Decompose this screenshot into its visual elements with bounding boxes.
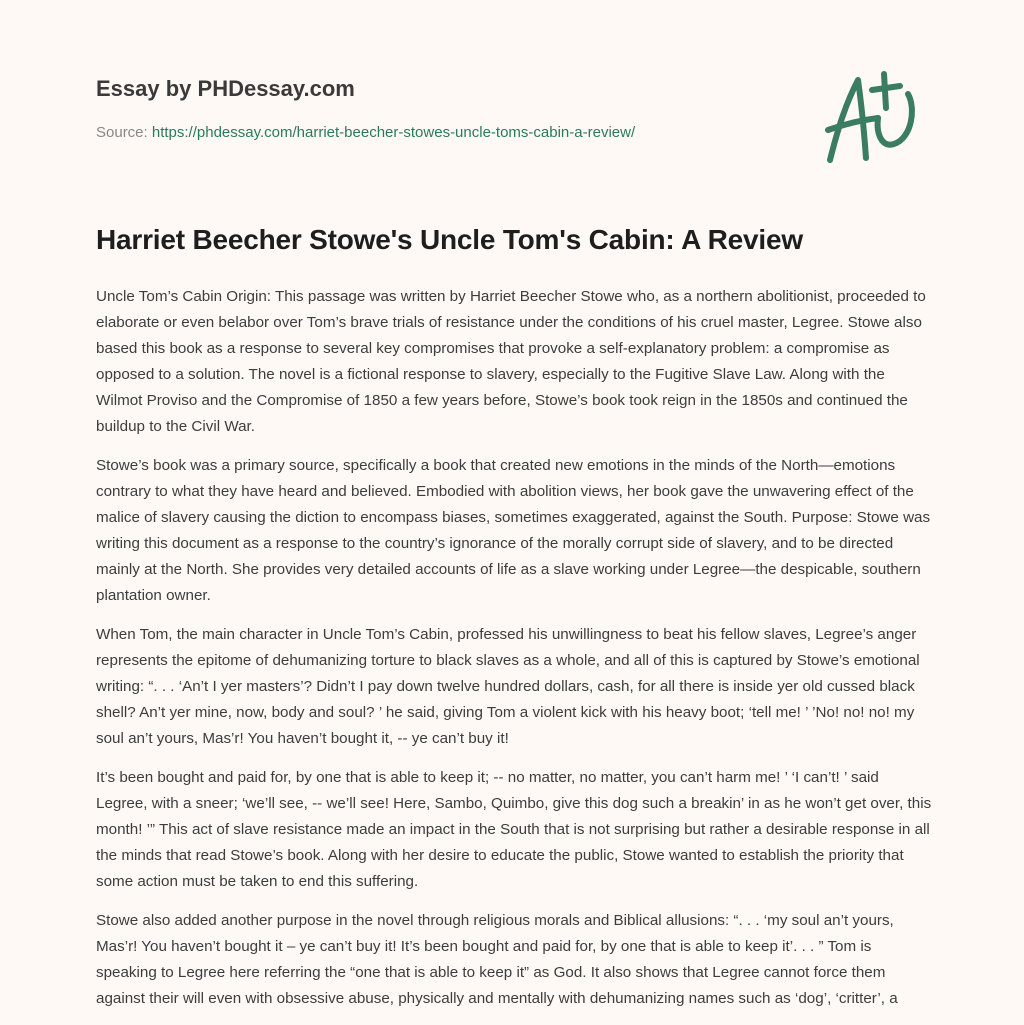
- paragraph: Stowe’s book was a primary source, specifically a book that created new emotions in the minds of the North—emotions contrary to what they have heard and believed. Embodied with abolition views, her book gave the unwavering effect of the malice of slavery causing the diction to encompass biases, sometimes exaggerated, against the South. Purpose: Stowe was writing this document as a response to the country’s ignorance of the morally corrupt side of slavery, and to be directed mainly at the North. She provides very detailed accounts of life as a slave working under Legree—the despicable, southern plantation owner.: [96, 457, 931, 604]
- paragraph: When Tom, the main character in Uncle Tom’s Cabin, professed his unwillingness to beat his fellow slaves, Legree’s anger represents the epitome of dehumanizing torture to black slaves as a whole, and all of this is captured by Stowe’s emotional writing: “. . . ‘An’t I yer masters’? Didn’t I pay down twelve hundred dollars, cash, for all there is inside yer old cussed black shell? An’t yer mine, now, body and soul? ’ he said, giving Tom a violent kick with his heavy boot; ‘tell me! ’ ’No! no! no! my soul an’t yours, Mas’r! You haven’t bought it, -- ye can’t buy it!: [96, 626, 920, 747]
- paragraph: Stowe also added another purpose in the novel through religious morals and Biblical allusions: “. . . ‘my soul an’t yours, Mas’r! You haven’t bought it – ye can’t buy it! It’s been bought and paid for, by one that is able to keep it’. . . ” Tom is speaking to Legree here referring the “one that is able to keep it” as God. It also shows that Legree cannot force them against their will even with obsessive abuse, physically and mentally with dehumanizing names such as ‘dog’, ‘critter’, a: [96, 912, 898, 1007]
- source-line: [96, 124, 635, 141]
- paragraph: Uncle Tom’s Cabin Origin: This passage was written by Harriet Beecher Stowe who, as a northern abolitionist, proceeded to elaborate or even belabor over Tom’s brave trials of resistance under the conditions of his cruel master, Legree. Stowe also based this book as a response to several key compromises that provoke a self-explanatory problem: a compromise as opposed to a solution. The novel is a fictional response to slavery, especially to the Fugitive Slave Law. Along with the Wilmot Proviso and the Compromise of 1850 a few years before, Stowe’s book took reign in the 1850s and continued the buildup to the Civil War.: [96, 288, 926, 435]
- source-link[interactable]: https://phdessay.com/harriet-beecher-stowes-uncle-toms-cabin-a-review/: [151, 124, 636, 141]
- site-brand: Essay by PHDessay.com: [96, 76, 355, 101]
- article-body: [96, 284, 932, 1025]
- paragraph: It’s been bought and paid for, by one that is able to keep it; -- no matter, no matter, you can’t harm me! ’ ‘I can’t! ’ said Legree, with a sneer; ‘we’ll see, -- we’ll see! Here, Sambo, Quimbo, give this dog such a breakin’ in as he won’t get over, this month! ’” This act of slave resistance made an impact in the South that is not surprising but rather a desirable response in all the minds that read Stowe’s book. Along with her desire to educate the public, Stowe wanted to establish the priority that some action must be taken to end this suffering.: [96, 769, 932, 890]
- article-title: Harriet Beecher Stowe's Uncle Tom's Cabin: A Review: [96, 224, 803, 255]
- source-label: Source:: [96, 124, 148, 141]
- a-plus-logo-icon: [820, 68, 930, 168]
